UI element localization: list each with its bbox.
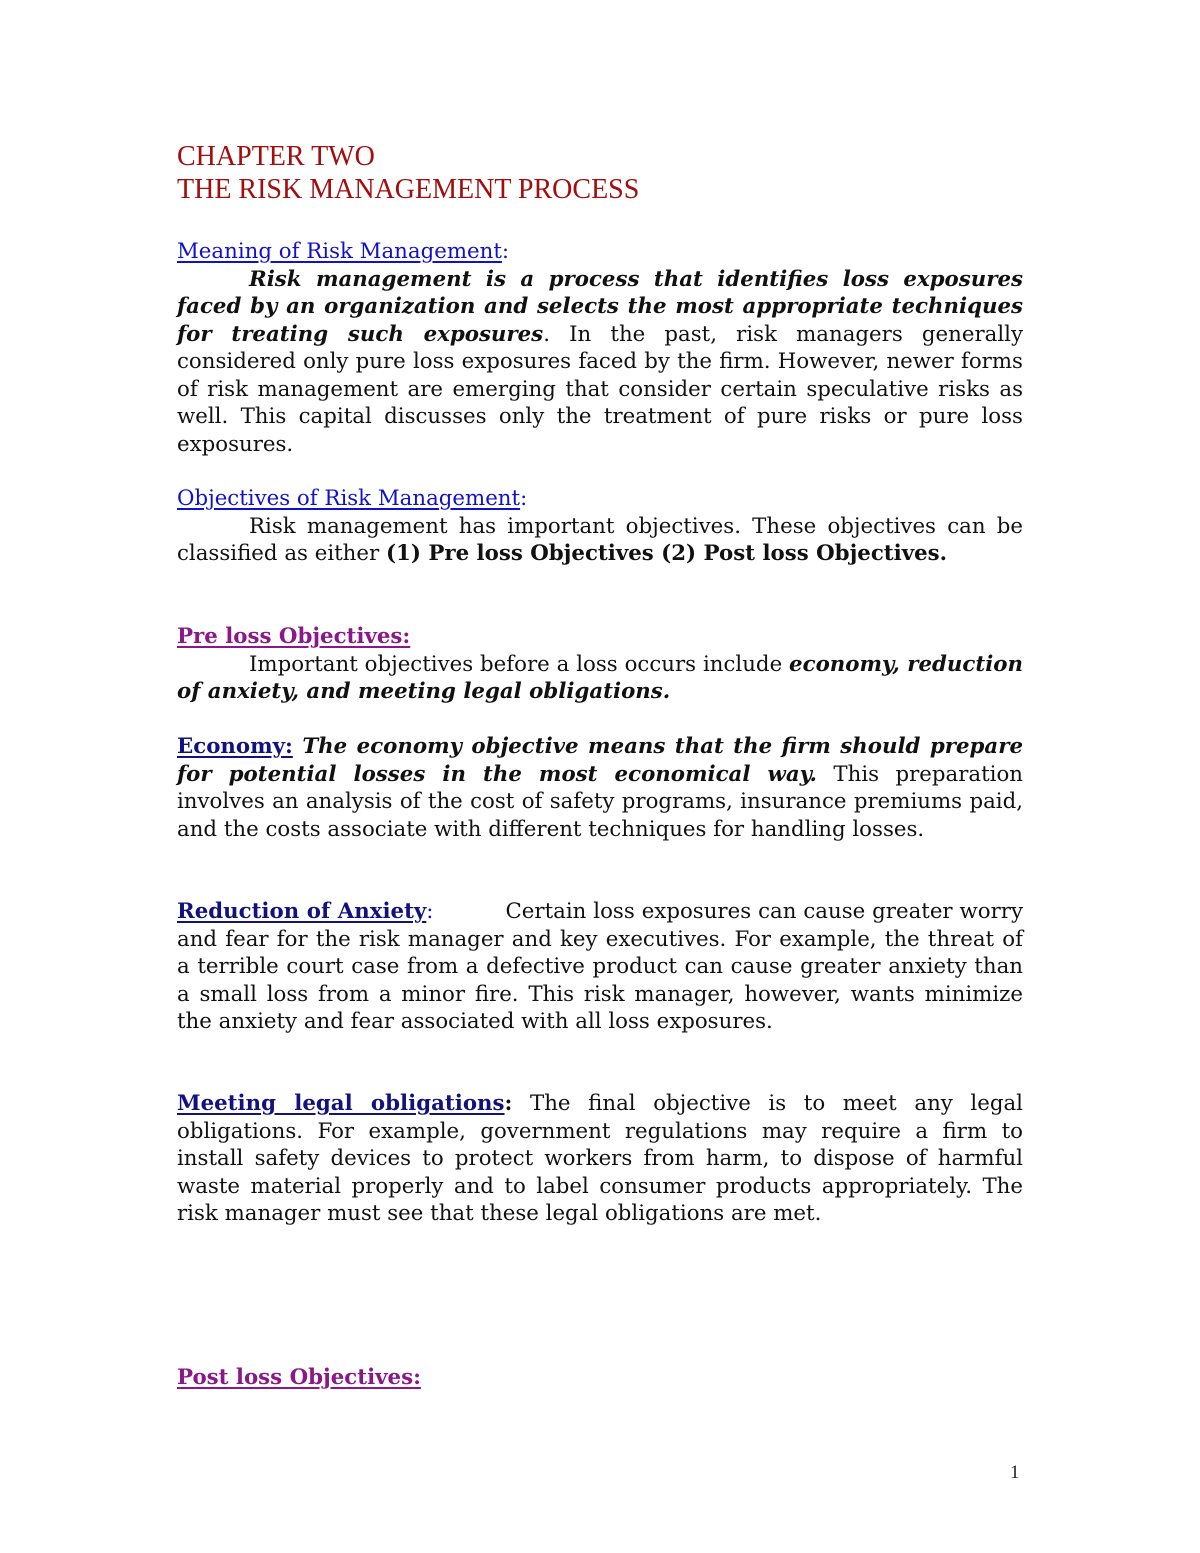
heading-objectives-colon: : [520,486,528,511]
objectives-list: (1) Pre loss Objectives (2) Post loss Objectives. [385,541,948,566]
pre-loss-emphasis: economy, reduction of anxiety, and meeting legal obligations. [177,651,1023,704]
heading-anxiety: Reduction of Anxiety [177,899,427,924]
section-economy [177,733,1023,843]
pre-loss-body: Important objectives before a loss occurs include [249,651,790,677]
page-number: 1 [1010,1462,1020,1483]
section-legal [177,1090,1023,1228]
chapter-title: THE RISK MANAGEMENT PROCESS [177,174,640,205]
heading-meaning: Meaning of Risk Management [177,239,502,264]
section-anxiety [177,898,1023,1036]
heading-legal-colon: : [504,1091,513,1116]
heading-meaning-colon: : [501,239,510,264]
economy-emphasis: The economy objective means that the firm should prepare for potential losses in the most economical way. [177,734,1023,787]
chapter-number: CHAPTER TWO [177,141,375,172]
heading-pre-loss: Pre loss Objectives: [177,624,411,649]
economy-body: This preparation involves an analysis of the cost of safety programs, insurance premiums paid, and the costs associate with different techniques for handling losses. [177,761,1024,842]
legal-body: The final objective is to meet any legal obligations. For example, government regulations may require a firm to install safety devices to protect workers from harm, to dispose of harmful waste material properly and to label consumer products appropriately. The risk manager must see that these legal obligations are met. [177,1091,1023,1226]
section-meaning [177,238,1023,458]
heading-post-loss: Post loss Objectives: [177,1365,421,1390]
objectives-body: Risk management has important objectives. These objectives can be classified as either [177,513,1023,566]
anxiety-body: Certain loss exposures can cause greater worry and fear for the risk manager and key executives. For example, the threat of a terrible court case from a defective product can cause greater anxiety than a small loss from a minor fire. This risk manager, however, wants minimize the anxiety and fear associated with all loss exposures. [177,899,1023,1034]
heading-anxiety-colon: : [426,899,434,924]
meaning-definition: Risk management is a process that identifies loss exposures faced by an organization and selects the most appropriate techniques for treating such exposures [177,266,1023,347]
section-post-loss [177,1364,1023,1392]
meaning-body: . In the past, risk managers generally considered only pure loss exposures faced by the firm. However, newer forms of risk management are emerging that consider certain speculative risks as well. This capital discusses only the treatment of pure risks or pure loss exposures. [177,321,1024,457]
heading-objectives: Objectives of Risk Management [177,486,521,511]
heading-legal: Meeting legal obligations [177,1091,505,1116]
heading-economy: Economy: [177,734,293,759]
section-objectives [177,485,1023,568]
section-pre-loss [177,623,1023,706]
